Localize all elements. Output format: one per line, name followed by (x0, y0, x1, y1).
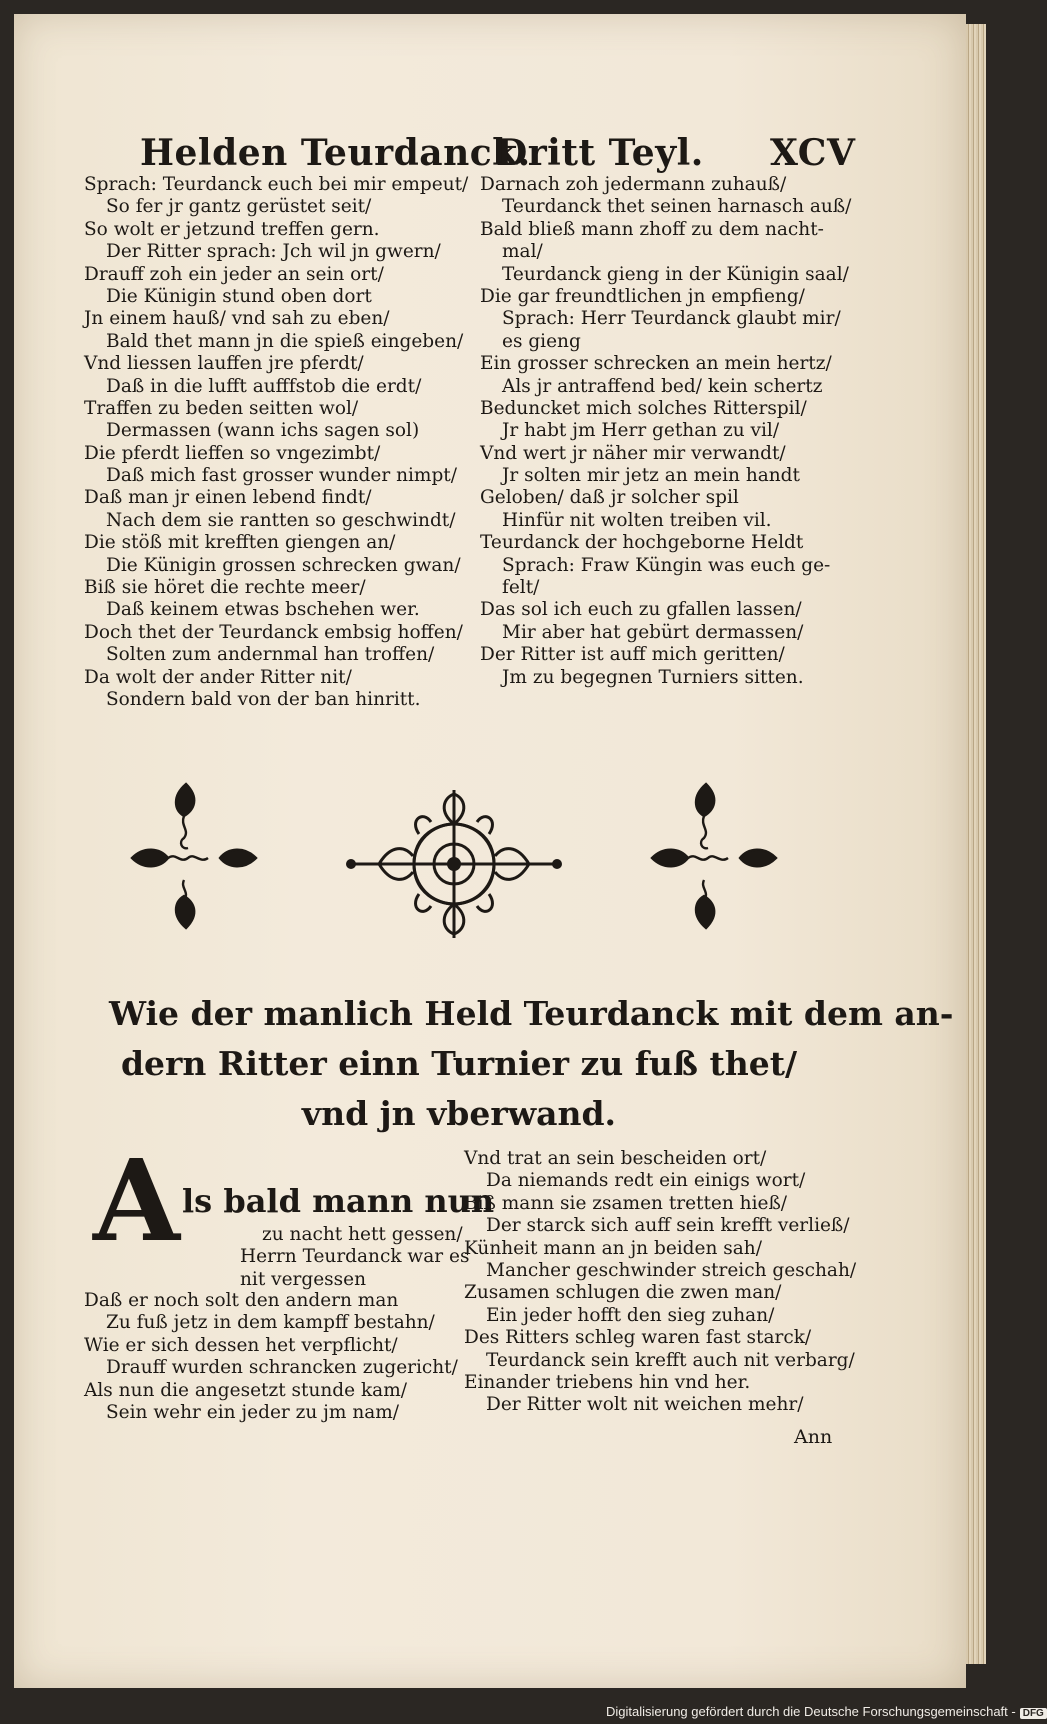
verse-line: Darnach zoh jedermann zuhauß/ (480, 174, 787, 195)
verse-line: Da niemands redt ein einigs wort/ (486, 1170, 806, 1192)
verse-line: Sein wehr ein jeder zu jm nam/ (106, 1401, 400, 1423)
verse-line: Zu fuß jetz in dem kampff bestahn/ (106, 1312, 435, 1334)
verse-line: Als jr antraffend bed/ kein schertz (502, 375, 823, 397)
verse-line: Dermassen (wann ichs sagen sol) (106, 420, 420, 442)
verse-column-top-left (84, 174, 468, 711)
verse-line: Ein grosser schrecken an mein hertz/ (480, 353, 832, 375)
chapter-heading (109, 989, 954, 1139)
verse-line: Zusamen schlugen die zwen man/ (464, 1282, 782, 1304)
verse-line: Vnd trat an sein bescheiden ort/ (464, 1148, 767, 1169)
verse-line: Die pferdt lieffen so vngezimbt/ (84, 442, 381, 464)
verse-line: Biß mann sie zsamen tretten hieß/ (464, 1192, 788, 1214)
verse-line: Jr habt jm Herr gethan zu vil/ (502, 420, 780, 442)
verse-line: Teurdanck sein krefft auch nit verbarg/ (486, 1349, 855, 1371)
verse-line: Jr solten mir jetz an mein handt (502, 465, 800, 487)
verse-line: Biß sie höret die rechte meer/ (84, 577, 366, 599)
verse-line: es gieng (502, 330, 581, 352)
verse-line: Daß man jr einen lebend findt/ (84, 487, 372, 509)
verse-line: Vnd wert jr näher mir verwandt/ (480, 442, 786, 464)
chapter-heading-line: vnd jn vberwand. (301, 1094, 617, 1133)
verse-line: Drauff zoh ein jeder an sein ort/ (84, 263, 384, 285)
verse-line: Jn einem hauß/ vnd sah zu eben/ (84, 308, 390, 330)
verse-line: Die Künigin stund oben dort (106, 285, 372, 307)
verse-line: Künheit mann an jn beiden sah/ (464, 1237, 762, 1259)
decorated-initial: A (93, 1136, 180, 1267)
verse-line: Sprach: Fraw Küngin was euch ge- (502, 554, 831, 576)
verse-line: Sprach: Herr Teurdanck glaubt mir/ (502, 308, 841, 330)
verse-line: Da wolt der ander Ritter nit/ (84, 666, 352, 688)
page-paper (14, 14, 966, 1688)
verse-line: Traffen zu beden seitten wol/ (84, 397, 359, 419)
verse-line: Der Ritter wolt nit weichen mehr/ (486, 1394, 804, 1416)
verse-line: Mancher geschwinder streich geschah/ (486, 1259, 857, 1281)
verse-line: So fer jr gantz gerüstet seit/ (106, 196, 372, 218)
verse-line: Der Ritter sprach: Jch wil jn gwern/ (106, 241, 441, 263)
verse-line: Einander triebens hin vnd her. (464, 1371, 751, 1393)
verse-line: Bald thet mann jn die spieß eingeben/ (106, 330, 464, 352)
fleuron-ornament-right (644, 776, 784, 936)
verse-line: Als nun die angesetzt stunde kam/ (84, 1379, 407, 1401)
page-edges (966, 24, 986, 1664)
dfg-logo: DFG (1020, 1708, 1047, 1719)
verse-column-top-right (480, 174, 851, 689)
verse-line: Teurdanck thet seinen harnasch auß/ (502, 196, 852, 218)
chapter-heading-line: dern Ritter einn Turnier zu fuß thet/ (120, 1044, 798, 1083)
verse-line: Sprach: Teurdanck euch bei mir empeut/ (84, 174, 469, 195)
verse-line: Daß mich fast grosser wunder nimpt/ (106, 465, 457, 487)
header-title-left: Helden Teurdanck. (140, 132, 531, 174)
verse-line: Teurdanck der hochgeborne Heldt (480, 532, 804, 554)
verse-line: Des Ritters schleg waren fast starck/ (464, 1327, 812, 1349)
credit-text: Digitalisierung gefördert durch die Deutsche Forschungsgemeinschaft - (606, 1704, 1016, 1719)
opening-line-display: ls bald mann nun (182, 1182, 495, 1220)
verse-line: Drauff wurden schrancken zugericht/ (106, 1357, 458, 1379)
verse-line: Teurdanck gieng in der Künigin saal/ (502, 263, 849, 285)
verse-line: Die stöß mit krefften giengen an/ (84, 532, 396, 554)
verse-line: felt/ (502, 577, 540, 599)
verse-line: Herrn Teurdanck war es (240, 1246, 470, 1268)
verse-column-bottom-left (84, 1290, 458, 1424)
verse-column-bottom-left-indented (240, 1224, 469, 1291)
verse-line: Die Künigin grossen schrecken gwan/ (106, 554, 461, 576)
digitization-credit (606, 1704, 1047, 1719)
verse-line: Der starck sich auff sein krefft verließ/ (486, 1215, 850, 1237)
verse-line: Bald bließ mann zhoff zu dem nacht- (480, 218, 824, 240)
verse-line: Wie er sich dessen het verpflicht/ (84, 1334, 398, 1356)
verse-line: Das sol ich euch zu gfallen lassen/ (480, 599, 802, 621)
verse-column-bottom-right (464, 1148, 856, 1417)
verse-line: So wolt er jetzund treffen gern. (84, 218, 380, 240)
verse-line: Jm zu begegnen Turniers sitten. (502, 666, 804, 688)
verse-line: Solten zum andernmal han troffen/ (106, 644, 435, 666)
verse-line: Beduncket mich solches Ritterspil/ (480, 397, 807, 419)
catchword: Ann (794, 1426, 833, 1448)
verse-line: Mir aber hat gebürt dermassen/ (502, 621, 804, 643)
header-title-center: Dritt Teyl. (496, 132, 704, 174)
verse-line: nit vergessen (240, 1268, 367, 1290)
verse-line: Vnd liessen lauffen jre pferdt/ (84, 353, 364, 375)
verse-line: Daß er noch solt den andern man (84, 1290, 399, 1311)
verse-line: Daß in die lufft aufffstob die erdt/ (106, 375, 422, 397)
verse-line: Nach dem sie rantten so geschwindt/ (106, 509, 456, 531)
verse-line: Der Ritter ist auff mich geritten/ (480, 644, 785, 666)
verse-line: mal/ (502, 241, 543, 263)
verse-line: Daß keinem etwas bschehen wer. (106, 599, 420, 621)
verse-line: Ein jeder hofft den sieg zuhan/ (486, 1304, 775, 1326)
verse-line: Sondern bald von der ban hinritt. (106, 688, 421, 710)
verse-line: Hinfür nit wolten treiben vil. (502, 509, 772, 531)
verse-line: Die gar freundtlichen jn empfieng/ (480, 285, 805, 307)
fleuron-ornament-left (124, 776, 264, 936)
verse-line: Doch thet der Teurdanck embsig hoffen/ (84, 621, 463, 643)
fleuron-ornament-center (339, 784, 569, 944)
chapter-heading-line: Wie der manlich Held Teurdanck mit dem an- (109, 994, 954, 1033)
verse-line: zu nacht hett gessen/ (262, 1224, 463, 1245)
verse-line: Geloben/ daß jr solcher spil (480, 487, 739, 509)
folio-number: XCV (770, 132, 856, 174)
